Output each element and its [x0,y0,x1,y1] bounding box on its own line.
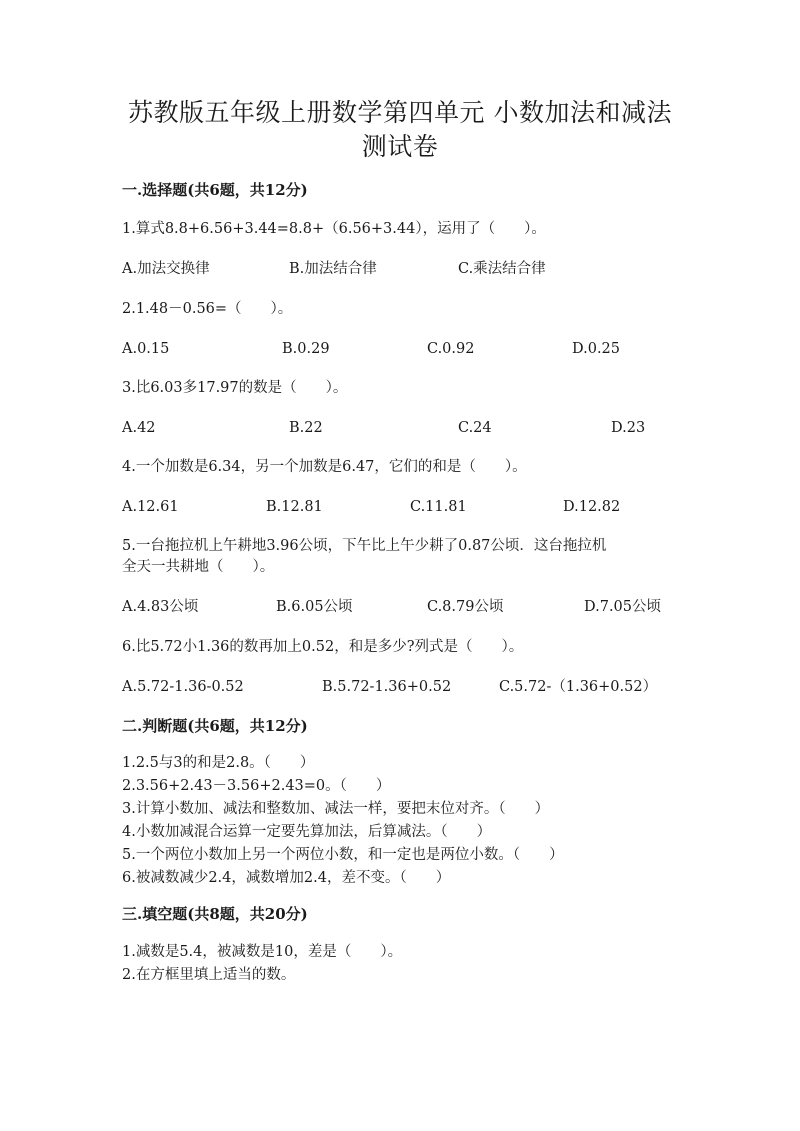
q3-option-a: A.42 [122,420,156,436]
q1-option-a: A.加法交换律 [122,261,210,277]
q1-option-c: C.乘法结合律 [458,261,546,277]
q6-option-c: C.5.72-（1.36+0.52） [499,679,658,695]
question-6: 6.比5.72小1.36的数再加上0.52，和是多少?列式是（ ）。 [122,639,524,655]
question-2: 2.1.48－0.56=（ ）。 [122,301,293,317]
judge-item-2: 2.3.56+2.43－3.56+2.43=0。（ ） [122,778,391,794]
fill-item-2: 2.在方框里填上适当的数。 [122,967,296,983]
judge-item-6: 6.被减数减少2.4，减数增加2.4，差不变。（ ） [122,870,451,886]
question-3: 3.比6.03多17.97的数是（ ）。 [122,380,348,396]
judge-item-5: 5.一个两位小数加上另一个两位小数，和一定也是两位小数。（ ） [122,847,564,863]
judge-item-3: 3.计算小数加、减法和整数加、减法一样，要把末位对齐。（ ） [122,801,550,817]
q3-option-c: C.24 [458,420,492,436]
q5-option-c: C.8.79公顷 [427,599,504,615]
q5-option-b: B.6.05公顷 [276,599,353,615]
q2-option-a: A.0.15 [122,341,170,357]
question-1: 1.算式8.8+6.56+3.44=8.8+（6.56+3.44），运用了（ ）。 [122,221,546,237]
q2-option-c: C.0.92 [427,341,475,357]
section-2-heading: 二.判断题(共6题，共12分) [122,717,308,735]
question-5-line-2: 全天一共耕地（ ）。 [122,559,275,575]
q4-option-c: C.11.81 [410,499,467,515]
q2-option-b: B.0.29 [282,341,330,357]
judge-item-1: 1.2.5与3的和是2.8。（ ） [122,755,315,771]
section-3-heading: 三.填空题(共8题，共20分) [122,905,308,923]
q5-option-a: A.4.83公顷 [122,599,199,615]
title-line-1: 苏教版五年级上册数学第四单元 小数加法和减法 [128,98,672,127]
q5-option-d: D.7.05公顷 [584,599,662,615]
question-5-line-1: 5.一台拖拉机上午耕地3.96公顷，下午比上午少耕了0.87公顷．这台拖拉机 [122,538,607,554]
q4-option-d: D.12.82 [563,499,621,515]
judge-item-4: 4.小数加减混合运算一定要先算加法，后算减法。（ ） [122,824,492,840]
q6-option-b: B.5.72-1.36+0.52 [322,679,452,695]
fill-item-1: 1.减数是5.4，被减数是10，差是（ ）。 [122,944,403,960]
q3-option-d: D.23 [611,420,646,436]
title-line-2: 测试卷 [361,132,439,161]
question-4: 4.一个加数是6.34，另一个加数是6.47，它们的和是（ ）。 [122,459,527,475]
q3-option-b: B.22 [289,420,323,436]
q1-option-b: B.加法结合律 [289,261,377,277]
section-1-heading: 一.选择题(共6题，共12分) [122,181,308,199]
q2-option-d: D.0.25 [572,341,621,357]
q6-option-a: A.5.72-1.36-0.52 [122,679,244,695]
q4-option-a: A.12.61 [122,499,179,515]
q4-option-b: B.12.81 [266,499,323,515]
